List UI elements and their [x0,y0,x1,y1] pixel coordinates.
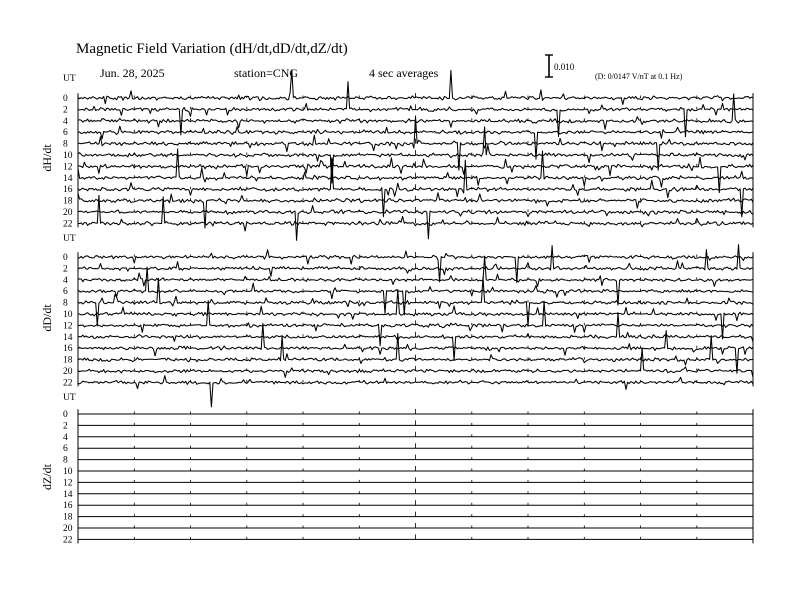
time-ticks [78,161,753,166]
time-ticks [78,286,753,291]
calibration-note: (D: 0/0147 V/nT at 0.1 Hz) [595,72,683,81]
row-label: 20 [63,208,73,218]
ut-label: UT [63,74,76,84]
row-label: 8 [63,455,68,466]
time-ticks [78,534,753,539]
row-label: 2 [63,105,68,116]
axis-label-dd: dD/dt [40,304,54,332]
row-label: 12 [63,162,73,173]
row-label: 0 [63,410,68,420]
trace-line [78,323,753,373]
panel-dh [40,70,753,241]
row-label: 20 [63,367,73,377]
row-label: 2 [63,421,68,432]
time-ticks [78,298,753,303]
row-label: 16 [63,344,73,355]
row-label: 20 [63,524,73,534]
trace-line [78,313,753,361]
station-label: station=CNG [234,66,299,80]
row-label: 16 [63,501,73,512]
axis-label-dh: dH/dt [40,144,54,172]
time-ticks [78,332,753,337]
row-label: 6 [63,444,68,455]
row-label: 14 [63,332,73,343]
row-label: 10 [63,310,73,320]
row-label: 10 [63,467,73,477]
row-label: 8 [63,139,68,150]
row-label: 4 [63,432,68,443]
row-label: 18 [63,512,73,523]
row-label: 8 [63,298,68,309]
row-label: 16 [63,185,73,196]
row-label: 12 [63,478,73,489]
trace-line [78,348,753,377]
scale-bar-value: 0.010 [554,62,575,72]
time-ticks [78,432,753,437]
time-ticks [78,500,753,505]
trace-line [78,290,753,339]
row-label: 18 [63,196,73,207]
row-label: 22 [63,219,73,230]
panel-dz [40,393,753,545]
row-label: 0 [63,94,68,104]
scale-bar [545,55,553,77]
row-label: 2 [63,264,68,275]
row-label: 10 [63,151,73,161]
time-ticks [78,523,753,528]
row-label: 4 [63,116,68,127]
trace-line [78,245,753,277]
trace-line [78,267,753,315]
time-ticks [78,455,753,460]
row-label: 22 [63,378,73,389]
date-label: Jun. 28, 2025 [100,66,165,80]
row-label: 12 [63,321,73,332]
row-label: 14 [63,173,73,184]
averaging-label: 4 sec averages [369,66,439,80]
row-label: 18 [63,355,73,366]
time-ticks [78,127,753,132]
time-ticks [78,409,753,414]
figure-title: Magnetic Field Variation (dH/dt,dD/dt,dZ/dt) [76,41,348,57]
time-ticks [78,420,753,425]
row-label: 6 [63,128,68,139]
time-ticks [78,466,753,471]
row-label: 22 [63,535,73,546]
time-ticks [78,275,753,280]
axis-label-dz: dZ/dt [40,464,54,490]
row-label: 0 [63,253,68,263]
time-ticks [78,489,753,494]
ut-label: UT [63,393,76,403]
row-label: 6 [63,287,68,298]
time-ticks [78,443,753,448]
row-label: 4 [63,275,68,286]
time-ticks [78,477,753,482]
time-ticks [78,512,753,517]
time-ticks [78,355,753,360]
ut-label: UT [63,234,76,244]
panel-dd [40,234,753,407]
row-label: 14 [63,489,73,500]
